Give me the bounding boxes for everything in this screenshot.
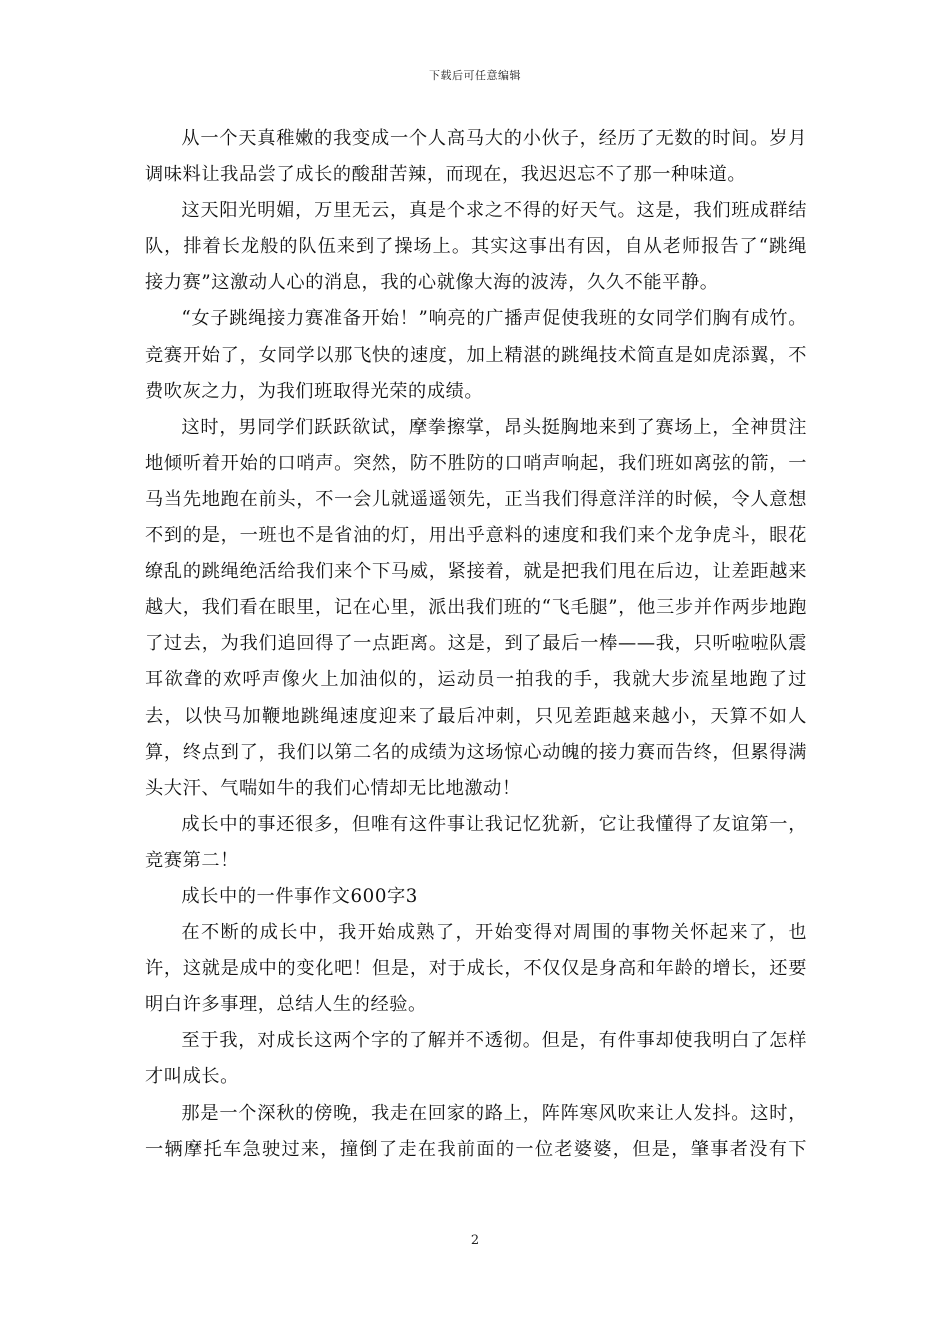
paragraph-growing-up: 在不断的成长中，我开始成熟了，开始变得对周围的事物关怀起来了，也许，这就是成中的变化吧！但是，对于成长，不仅仅是身高和年龄的增长，还要明白许多事理，总结人生的经验。 (145, 922, 807, 1016)
paragraph-sunny-day: 这天阳光明媚，万里无云，真是个求之不得的好天气。这是，我们班成群结队，排着长龙般的队伍来到了操场上。其实这事出有因，自从老师报告了“跳绳接力赛”这激动人心的消息，我的心就像大海的波涛，久久不能平静。 (145, 200, 807, 294)
page-number: 2 (470, 1233, 480, 1248)
paragraph-intro: 从一个天真稚嫩的我变成一个人高马大的小伙子，经历了无数的时间。岁月调味料让我品尝了成长的酸甜苦辣，而现在，我迟迟忘不了那一种味道。 (145, 128, 807, 186)
page-header: 下载后可任意编辑 (429, 69, 521, 82)
article-body (145, 121, 807, 1168)
paragraph-girls-race: “女子跳绳接力赛准备开始！”响亮的广播声促使我班的女同学们胸有成竹。竞赛开始了，女同学以那飞快的速度，加上精湛的跳绳技术简直是如虎添翼，不费吹灰之力，为我们班取得光荣的成绩。 (145, 308, 807, 402)
essay-subtitle: 成长中的一件事作文600字3 (181, 885, 418, 907)
paragraph-conclusion: 成长中的事还很多，但唯有这件事让我记忆犹新，它让我懂得了友谊第一，竞赛第二！ (145, 813, 807, 871)
paragraph-autumn-evening: 那是一个深秋的傍晚，我走在回家的路上，阵阵寒风吹来让人发抖。这时，一辆摩托车急驶过来，撞倒了走在我前面的一位老婆婆，但是，肇事者没有下 (145, 1102, 807, 1160)
paragraph-boys-race: 这时，男同学们跃跃欲试，摩拳擦掌，昂头挺胸地来到了赛场上，全神贯注地倾听着开始的口哨声。突然，防不胜防的口哨声响起，我们班如离弦的箭，一马当先地跑在前头，不一会儿就遥遥领先，正当我们得意洋洋的时候，令人意想不到的是，一班也不是省油的灯，用出乎意料的速度和我们来个龙争虎斗，眼花缭乱的跳绳绝活给我们来个下马威，紧接着，就是把我们甩在后边，让差距越来越大，我们看在眼里，记在心里，派出我们班的“飞毛腿”，他三步并作两步地跑了过去，为我们追回得了一点距离。这是，到了最后一棒——我，只听啦啦队震耳欲聋的欢呼声像火上加油似的，运动员一拍我的手，我就大步流星地跑了过去，以快马加鞭地跳绳速度迎来了最后冲刺，只见差距越来越小，天算不如人算，终点到了，我们以第二名的成绩为这场惊心动魄的接力赛而告终，但累得满头大汗、气喘如牛的我们心情却无比地激动！ (145, 416, 807, 799)
paragraph-understanding: 至于我，对成长这两个字的了解并不透彻。但是，有件事却使我明白了怎样才叫成长。 (145, 1030, 807, 1088)
